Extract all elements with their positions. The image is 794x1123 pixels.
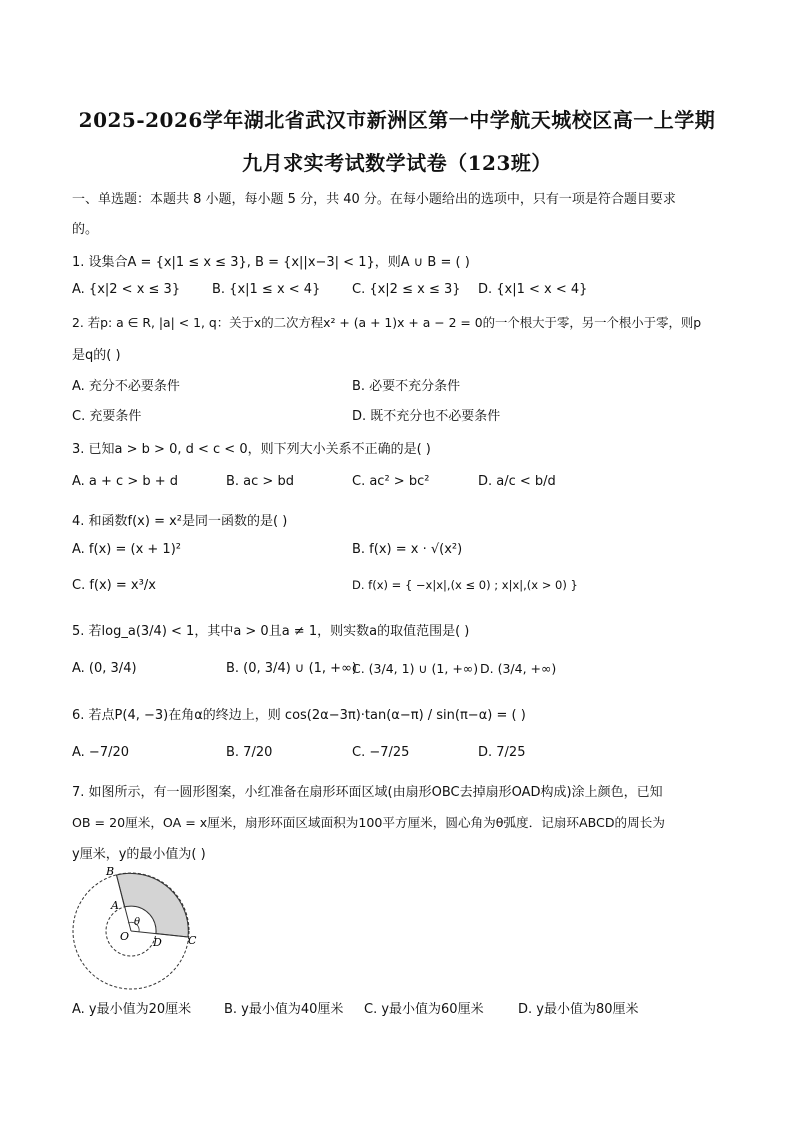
exam-title-line2: 九月求实考试数学试卷（123班） <box>242 151 552 175</box>
question-4-option-b: B. f(x) = x · √(x²) <box>352 542 463 557</box>
question-1-option-d: D. {x|1 < x < 4} <box>478 282 588 297</box>
question-1-option-a: A. {x|2 < x ≤ 3} <box>72 282 181 297</box>
question-5-option-d: D. (3/4, +∞) <box>480 661 557 676</box>
question-3-stem: 3. 已知a > b > 0, d < c < 0，则下列大小关系不正确的是( ) <box>72 442 431 457</box>
question-5-option-c: C. (3/4, 1) ∪ (1, +∞) <box>352 661 479 676</box>
question-6-option-d: D. 7/25 <box>478 745 526 760</box>
question-4-option-a: A. f(x) = (x + 1)² <box>72 542 181 557</box>
label-b: B <box>106 865 115 878</box>
question-4-option-d: D. f(x) = { −x|x|,(x ≤ 0) ; x|x|,(x > 0) } <box>352 578 578 592</box>
question-7-stem-line1: 7. 如图所示，有一圆形图案，小红准备在扇形环面区域(由扇形OBC去掉扇形OAD构成)涂上颜色，已知 <box>72 785 663 800</box>
question-2-option-d: D. 既不充分也不必要条件 <box>352 409 501 424</box>
question-1-stem: 1. 设集合A = {x|1 ≤ x ≤ 3}, B = {x||x−3| < 1}，则A ∪ B = ( ) <box>72 255 470 270</box>
question-3-option-c: C. ac² > bc² <box>352 474 430 489</box>
label-theta: θ <box>134 917 141 928</box>
question-1-option-c: C. {x|2 ≤ x ≤ 3} <box>352 282 461 297</box>
question-6-option-a: A. −7/20 <box>72 745 130 760</box>
label-d: D <box>153 936 162 949</box>
question-2-option-b: B. 必要不充分条件 <box>352 379 461 394</box>
question-2-stem-line1: 2. 若p: a ∈ R, |a| < 1, q：关于x的二次方程x² + (a + 1)x + a − 2 = 0的一个根大于零，另一个根小于零，则p <box>72 315 702 330</box>
question-6-option-b: B. 7/20 <box>226 745 273 760</box>
question-1-option-b: B. {x|1 ≤ x < 4} <box>212 282 321 297</box>
question-7-option-b: B. y最小值为40厘米 <box>224 1002 344 1017</box>
question-2-option-a: A. 充分不必要条件 <box>72 379 180 394</box>
question-3-option-d: D. a/c < b/d <box>478 474 556 489</box>
question-4-option-c: C. f(x) = x³/x <box>72 578 156 593</box>
question-6-stem: 6. 若点P(4, −3)在角α的终边上，则 cos(2α−3π)·tan(α−π) / sin(π−α) = ( ) <box>72 708 526 723</box>
question-5-option-b: B. (0, 3/4) ∪ (1, +∞) <box>226 661 357 676</box>
question-2-option-c: C. 充要条件 <box>72 409 142 424</box>
section-intro-line2: 的。 <box>72 222 99 237</box>
label-o: O <box>120 930 130 943</box>
question-2-stem-line2: 是q的( ) <box>72 348 121 363</box>
question-7-option-c: C. y最小值为60厘米 <box>364 1002 484 1017</box>
question-7-option-d: D. y最小值为80厘米 <box>518 1002 639 1017</box>
question-7-stem-line3: y厘米，y的最小值为( ) <box>72 847 206 862</box>
question-7-option-a: A. y最小值为20厘米 <box>72 1002 192 1017</box>
shaded-ring-region <box>117 873 189 937</box>
question-5-option-a: A. (0, 3/4) <box>72 661 137 676</box>
section-intro-line1: 一、单选题：本题共 8 小题，每小题 5 分，共 40 分。在每小题给出的选项中，只有一项是符合题目要求 <box>72 192 676 207</box>
question-4-stem: 4. 和函数f(x) = x²是同一函数的是( ) <box>72 514 288 529</box>
question-5-stem: 5. 若log_a(3/4) < 1，其中a > 0且a ≠ 1，则实数a的取值范围是( ) <box>72 624 470 639</box>
question-3-option-a: A. a + c > b + d <box>72 474 179 489</box>
sector-ring-figure <box>66 865 206 995</box>
exam-title-line1: 2025-2026学年湖北省武汉市新洲区第一中学航天城校区高一上学期 <box>78 108 716 132</box>
question-6-option-c: C. −7/25 <box>352 745 410 760</box>
label-a: A <box>111 899 119 912</box>
question-3-option-b: B. ac > bd <box>226 474 294 489</box>
label-c: C <box>188 934 197 947</box>
question-7-stem-line2: OB = 20厘米，OA = x厘米，扇形环面区域面积为100平方厘米，圆心角为θ弧度．记扇环ABCD的周长为 <box>72 815 665 830</box>
